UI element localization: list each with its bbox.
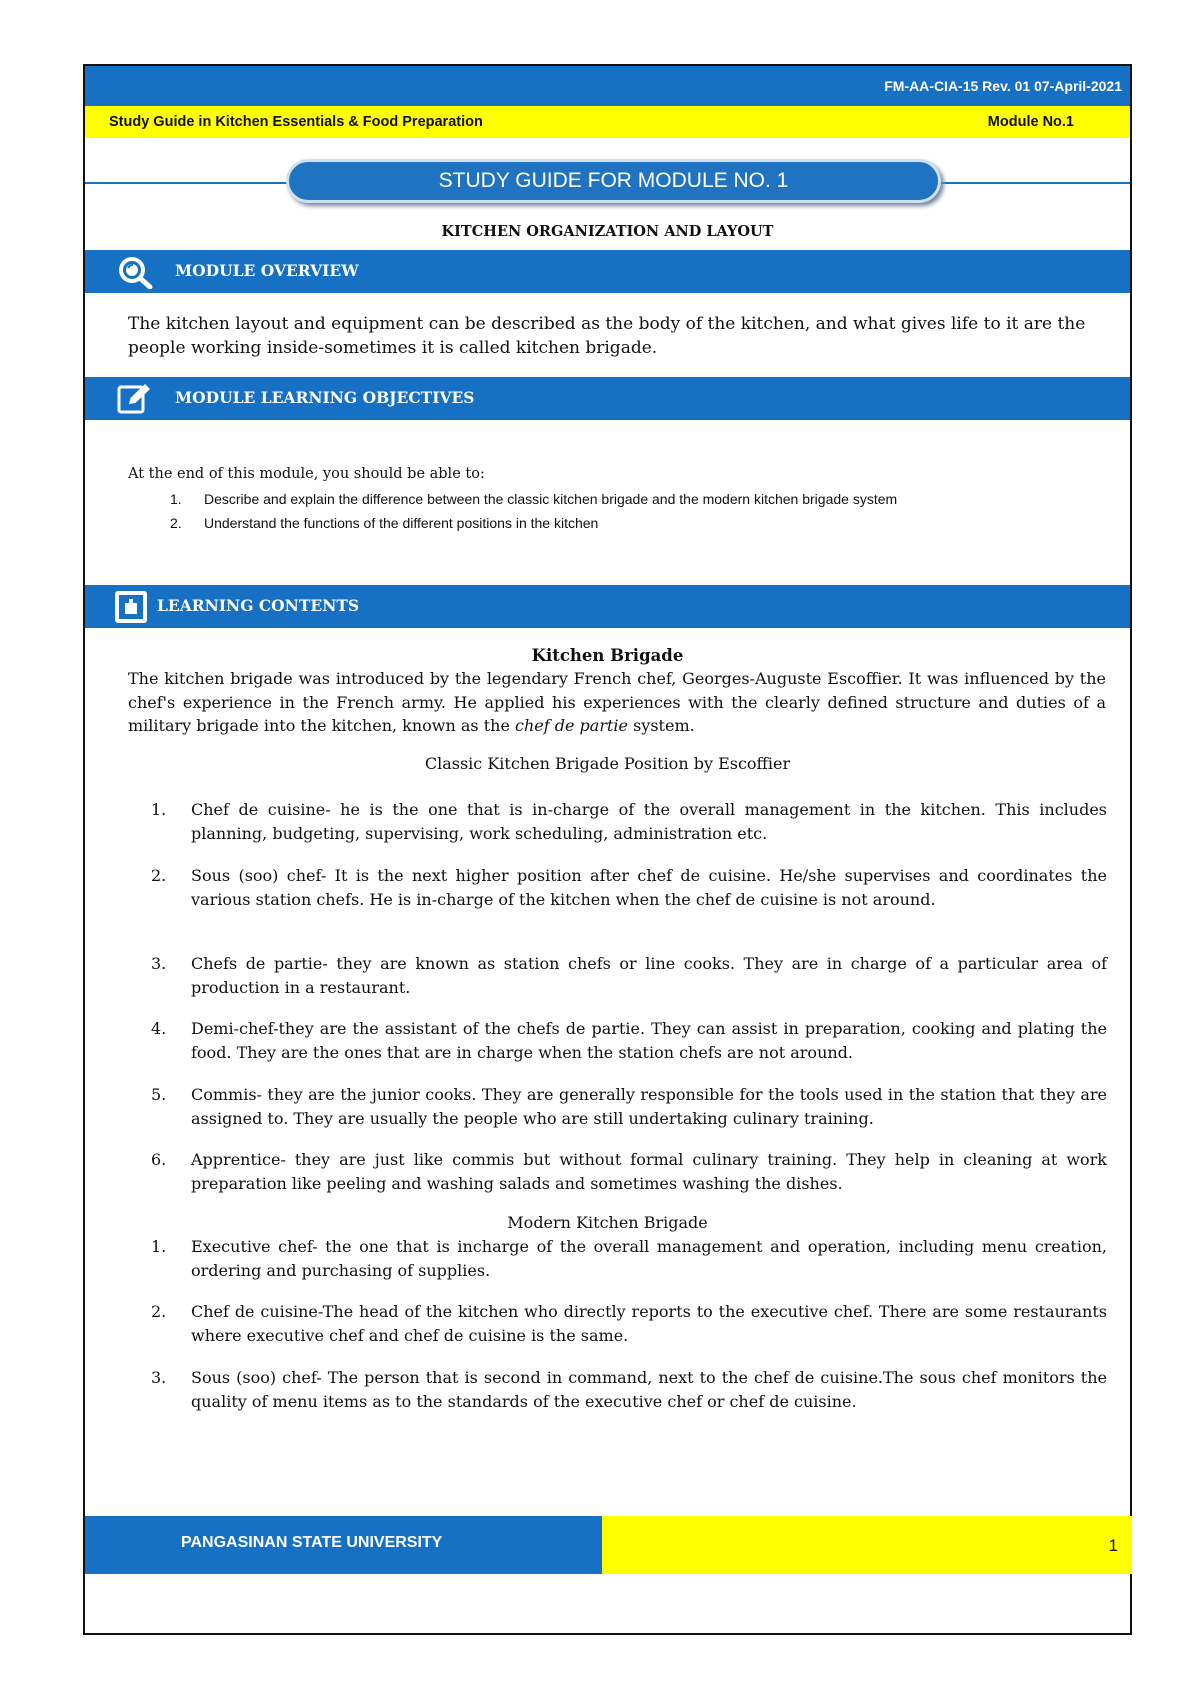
objectives-list xyxy=(128,487,1108,535)
section-overview xyxy=(85,250,1130,293)
list-item: 4. Demi-chef-they are the assistant of the chefs de partie. They can assist in preparation, cooking and plating the food. They are the ones that are in charge when the station chefs are not around. xyxy=(151,1019,1107,1062)
section-objectives xyxy=(85,377,1130,420)
brigade-intro: The kitchen brigade was introduced by the legendary French chef, Georges-Auguste Escoffier. It was influenced by the chef's experience in the French army. He applied his experiences with the clearly defined structure and duties of a military brigade into the kitchen, known as the chef de partie system. xyxy=(128,669,1106,735)
header-bar xyxy=(85,66,1130,106)
list-item: 1. Chef de cuisine- he is the one that is in-charge of the overall management in the kitchen. This includes planning, budgeting, supervising, work scheduling, administration etc. xyxy=(151,800,1107,843)
modern-title: Modern Kitchen Brigade xyxy=(507,1213,708,1232)
list-item: 2. Sous (soo) chef- It is the next higher position after chef de cuisine. He/she supervises and coordinates the various station chefs. He is in-charge of the kitchen when the chef de cuisine is not around. xyxy=(151,866,1107,909)
kitchen-brigade-heading: Kitchen Brigade xyxy=(531,646,684,665)
module-banner: STUDY GUIDE FOR MODULE NO. 1 xyxy=(286,159,941,203)
overview-text: The kitchen layout and equipment can be described as the body of the kitchen, and what gives life to it are the people working inside-sometimes it is called kitchen brigade. xyxy=(128,314,1086,358)
course-title: Study Guide in Kitchen Essentials & Food Preparation xyxy=(109,114,483,130)
list-item: 1. Executive chef- the one that is incharge of the overall management and operation, including menu creation, ordering and purchasing of supplies. xyxy=(151,1237,1107,1280)
section-contents xyxy=(85,585,1130,628)
search-icon xyxy=(117,255,153,289)
course-bar xyxy=(85,106,1130,138)
form-code: FM-AA-CIA-15 Rev. 01 07-April-2021 xyxy=(884,78,1122,94)
module-number: Module No.1 xyxy=(987,114,1074,130)
list-item: 2. Understand the functions of the different positions in the kitchen xyxy=(170,515,599,531)
list-item: 2. Chef de cuisine-The head of the kitchen who directly reports to the executive chef. There are some restaurants where executive chef and chef de cuisine is the same. xyxy=(151,1302,1107,1345)
overview-title: MODULE OVERVIEW xyxy=(175,261,359,280)
list-item: 5. Commis- they are the junior cooks. They are generally responsible for the tools used in the station that they are assigned to. They are usually the people who are still undertaking culinary training. xyxy=(151,1085,1107,1128)
contents-title: LEARNING CONTENTS xyxy=(157,596,360,615)
objectives-intro: At the end of this module, you should be able to: xyxy=(128,466,485,482)
objectives-title: MODULE LEARNING OBJECTIVES xyxy=(175,388,475,407)
classic-title: Classic Kitchen Brigade Position by Escoffier xyxy=(424,754,791,773)
list-item: 1. Describe and explain the difference between the classic kitchen brigade and the modern kitchen brigade system xyxy=(170,491,898,507)
footer-page-bar xyxy=(602,1516,1132,1574)
document-page xyxy=(83,64,1132,1635)
list-item: 3. Chefs de partie- they are known as station chefs or line cooks. They are in charge of a particular area of production in a restaurant. xyxy=(151,954,1107,997)
edit-icon xyxy=(117,382,153,416)
footer-bar xyxy=(85,1516,602,1574)
document-icon xyxy=(113,590,149,624)
list-item: 6. Apprentice- they are just like commis but without formal culinary training. They help in cleaning at work preparation like peeling and washing salads and sometimes washing the dishes. xyxy=(151,1150,1107,1193)
topic-title: KITCHEN ORGANIZATION AND LAYOUT xyxy=(441,223,774,240)
university-name: PANGASINAN STATE UNIVERSITY xyxy=(181,1534,443,1551)
page-number: 1 xyxy=(1108,1536,1118,1555)
list-item: 3. Sous (soo) chef- The person that is second in command, next to the chef de cuisine.The sous chef monitors the quality of menu items as to the standards of the executive chef or chef de cuisine. xyxy=(151,1368,1107,1411)
